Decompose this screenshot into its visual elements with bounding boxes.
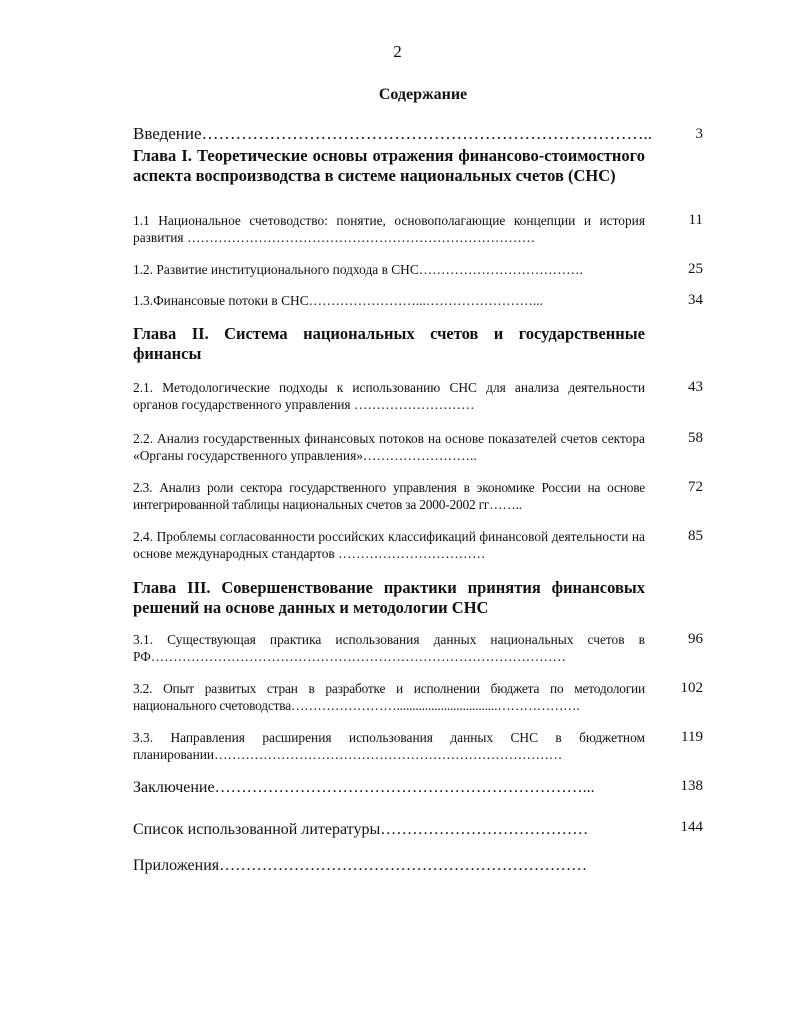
- toc-entry-2-4: [133, 528, 645, 562]
- toc-chapter-title: Глава II. Система национальных счетов и государственные финансы: [133, 324, 645, 363]
- toc-chapter-title: Глава III. Совершенствование практики принятия финансовых решений на основе данных и методологии СНС: [133, 578, 645, 617]
- toc-page-number: 34: [688, 292, 703, 308]
- toc-entry-text: 2.2. Анализ государственных финансовых потоков на основе показателей счетов сектора «Органы государственного управления»……………………..: [133, 431, 645, 463]
- toc-page-number: 138: [680, 778, 703, 794]
- toc-entry-text: Список использованной литературы…………………………………: [133, 821, 589, 838]
- toc-chapter-3: [133, 578, 645, 618]
- page-number: 2: [393, 42, 402, 61]
- toc-entry-conclusion: [133, 778, 645, 798]
- toc-entry-1-2: [133, 261, 645, 278]
- toc-chapter-title: Глава I. Теоретические основы отражения финансово-стоимостного аспекта воспроизводства в системе национальных счетов (СНС): [133, 146, 645, 185]
- toc-entry-3-1: [133, 631, 645, 665]
- toc-page-number: 3: [695, 126, 703, 142]
- toc-entry-text: 3.2. Опыт развитых стран в разработке и исполнении бюджета по методологии национального счетоводства……………………................................……………….: [133, 681, 645, 713]
- toc-page-number: 72: [688, 479, 703, 495]
- toc-entry-text: 2.1. Методологические подходы к использованию СНС для анализа деятельности органов государственного управления ………………………: [133, 380, 645, 412]
- toc-entry-3-2: [133, 680, 645, 714]
- toc-entry-text: 1.2. Развитие институционального подхода в СНС……………………………….: [133, 262, 583, 277]
- toc-entry-text: 2.3. Анализ роли сектора государственного управления в экономике России на основе интегрированной таблицы национальных счетов за 2000-2002 гг……..: [133, 480, 645, 512]
- toc-page-number: 58: [688, 430, 703, 446]
- toc-entry-text: 3.3. Направления расширения использования данных СНС в бюджетном планировании……………………………………………………………………: [133, 730, 645, 762]
- toc-page-number: 85: [688, 528, 703, 544]
- toc-entry-text: Заключение……………………………………………………………...: [133, 779, 595, 796]
- toc-page-number: 25: [688, 261, 703, 277]
- toc-entry-text: 1.1 Национальное счетоводство: понятие, основополагающие концепции и история развития ……………………………………………………………………: [133, 213, 645, 245]
- toc-entry-1-1: [133, 212, 645, 246]
- toc-entry-introduction: [133, 124, 653, 144]
- toc-entry-2-1: [133, 379, 645, 413]
- toc-entry-text: Приложения……………………………………………………………: [133, 857, 588, 874]
- toc-page-number: 11: [688, 212, 703, 228]
- toc-page-number: 102: [680, 680, 703, 696]
- toc-entry-2-2: [133, 430, 645, 464]
- toc-entry-3-3: [133, 729, 645, 763]
- toc-entry-2-3: [133, 479, 645, 513]
- toc-page-number: 43: [688, 379, 703, 395]
- toc-entry-text: Введение……………………………………………………………………..: [133, 124, 653, 143]
- toc-chapter-2: [133, 324, 645, 364]
- toc-page-number: 144: [680, 819, 703, 835]
- toc-entry-appendices: [133, 856, 645, 876]
- toc-entry-1-3: [133, 292, 645, 309]
- toc-entry-bibliography: [133, 820, 645, 840]
- toc-entry-text: 2.4. Проблемы согласованности российских классификаций финансовой деятельности на основе международных стандартов ……………………………: [133, 529, 645, 561]
- toc-page-number: 96: [688, 631, 703, 647]
- toc-entry-text: 3.1. Существующая практика использования данных национальных счетов в РФ…………………………………………………………………………………: [133, 632, 645, 664]
- toc-chapter-1: [133, 146, 645, 186]
- toc-page-number: 119: [681, 729, 703, 745]
- toc-title: Содержание: [378, 86, 468, 103]
- toc-entry-text: 1.3.Финансовые потоки в СНС……………………...……………………...: [133, 293, 543, 308]
